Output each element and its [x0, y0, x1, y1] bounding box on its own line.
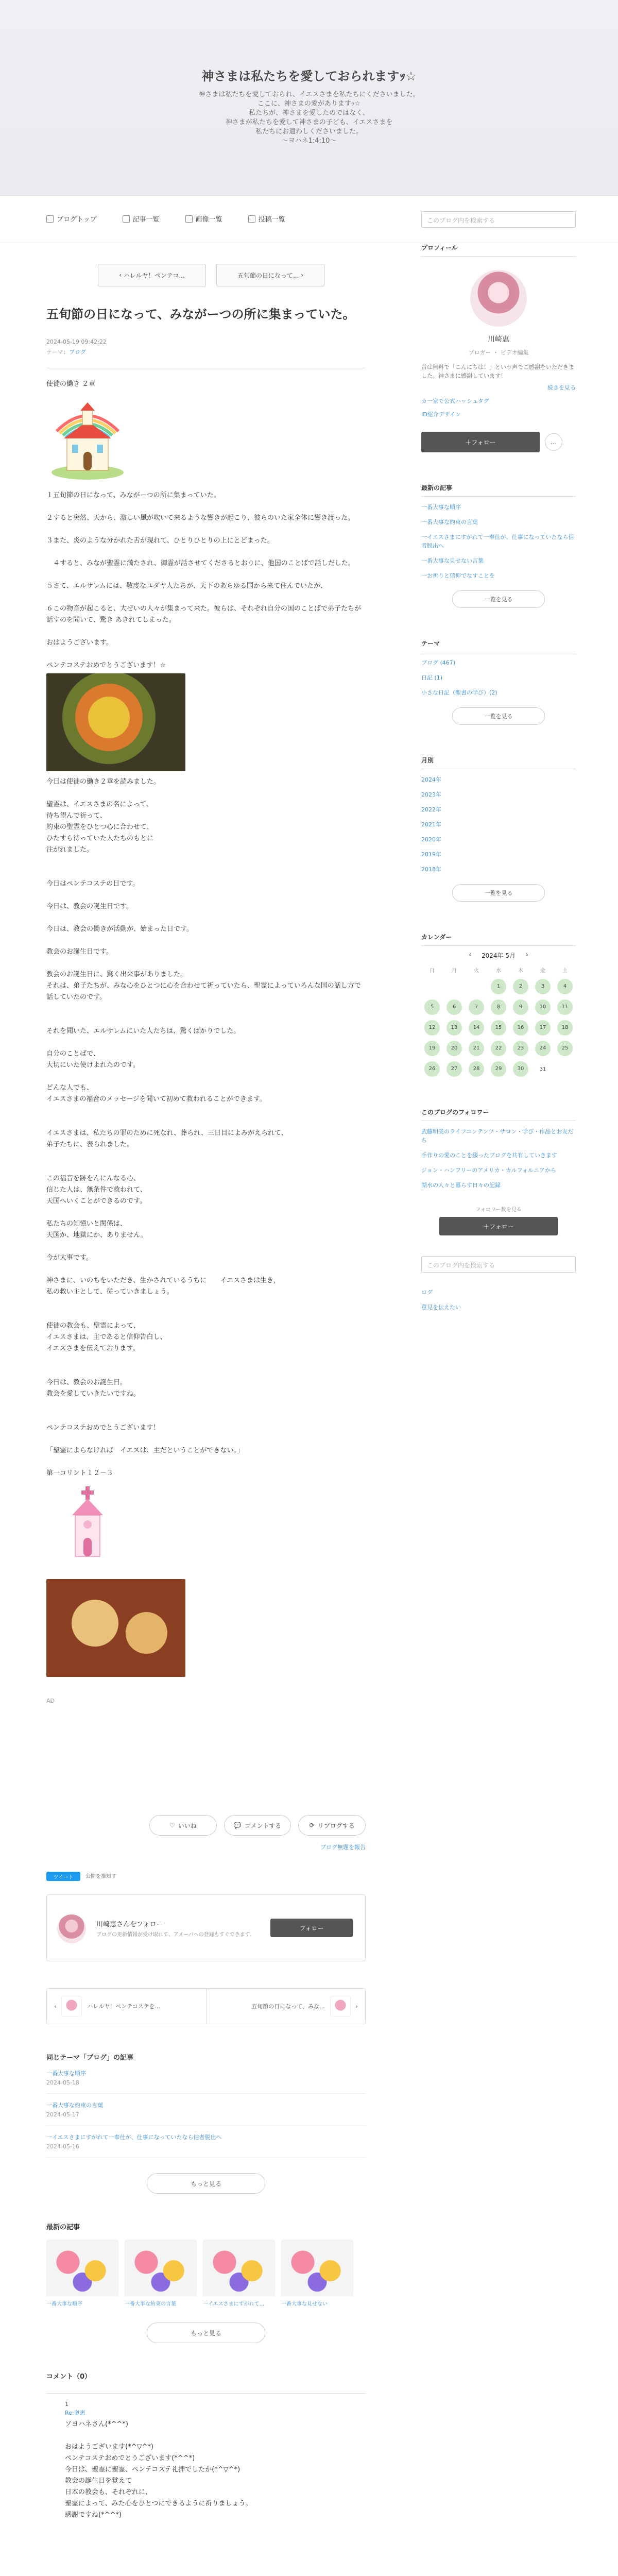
sidebar-footer-link[interactable]: ログ — [421, 1289, 433, 1296]
calendar-section — [421, 933, 576, 1077]
text-line: ペンテコステおめでとうございます(*^^*) — [65, 2454, 195, 2462]
bread-photo — [46, 1579, 185, 1677]
prev-bottom-label: ハレルヤ！ペンテコステを... — [87, 2003, 160, 2010]
text-line — [65, 2430, 366, 2442]
calendar-day[interactable]: 25 — [557, 1041, 573, 1056]
text-line: 天国か、地獄にか、ありません。 — [46, 1231, 147, 1239]
sidebar-follow-button-2[interactable]: ＋フォロー — [439, 1217, 558, 1235]
calendar-day[interactable]: 21 — [469, 1041, 484, 1056]
next-article-link[interactable] — [206, 1989, 366, 2024]
text-line — [46, 1456, 366, 1468]
sidebar-item-archive[interactable]: 2024年 — [421, 776, 441, 783]
text-line — [46, 569, 366, 581]
sidebar-item-latest[interactable]: 一お祈りと信仰でなすことを — [421, 572, 495, 579]
text-line: 神さまに、いのちをいただき、生かされているうちに イエスさまは生き， — [46, 1277, 280, 1284]
sidebar-item-latest[interactable]: 一番大事な見せない言葉 — [421, 557, 484, 564]
follow-card-sub: ブログの更新情報が受け取れて、アメーバへの登録もすぐできます。 — [96, 1932, 255, 1938]
calendar-day[interactable]: 30 — [513, 1061, 528, 1077]
calendar-day[interactable]: 27 — [447, 1061, 462, 1077]
navbar — [0, 196, 618, 243]
followers-section — [421, 1108, 576, 1235]
text-line: 使徒の働き ２章 — [46, 380, 96, 388]
calendar-day[interactable]: 14 — [469, 1020, 484, 1036]
calendar-weekday: 木 — [518, 968, 523, 974]
recent-card-title: 一イエスさまにすがれて... — [203, 2301, 265, 2307]
calendar-day[interactable]: 15 — [491, 1020, 506, 1036]
text-line: イエスさまを伝えております。 — [46, 1345, 140, 1352]
sidebar-item-follower[interactable]: 武藤明美のライフコンテンツ・サロン・学び・作品とお友だち — [421, 1128, 574, 1144]
calendar-title: カレンダー — [421, 933, 576, 946]
prev-thumb — [61, 1996, 82, 2016]
text-line — [46, 1309, 366, 1320]
image-icon — [185, 215, 193, 223]
recent-card[interactable] — [203, 2240, 275, 2307]
text-line: ２すると突然、天から、激しい風が吹いて来るような響きが起こり、彼らのいた家全体に響き渡った。 — [46, 514, 355, 522]
text-line — [46, 1264, 366, 1275]
text-line — [46, 1003, 366, 1014]
text-line — [46, 1400, 366, 1411]
reblog-label: リブログする — [317, 1822, 355, 1829]
text-line: 今日は使徒の働き２章を読みました。 — [46, 778, 161, 786]
sidebar-item-latest[interactable]: 一番大事な順序 — [421, 504, 461, 511]
sidebar-item-follower[interactable]: 手作りの愛のことを綴ったブログを共有していきます — [421, 1152, 557, 1159]
text-line: ６この物音が起こると、大ぜいの人々が集まって来た。彼らは、それぞれ自分の国のことばで弟子たちが話すのを聞いて、驚き あきれてしまった。 — [46, 605, 362, 624]
theme-link[interactable]: ブログ — [69, 349, 86, 355]
text-line: それを聞いた、エルサレムにいた人たちは、驚くばかりでした。 — [46, 1027, 241, 1035]
theme-section — [421, 639, 576, 725]
calendar-prev-button[interactable]: ‹ — [469, 951, 471, 958]
comment-icon: 💬 — [233, 1822, 242, 1829]
calendar-day[interactable]: 24 — [535, 1041, 551, 1056]
calendar-weekday: 月 — [452, 968, 457, 974]
recent-card-title: 一番大事な約束の言葉 — [125, 2301, 176, 2307]
profile-name[interactable]: 川崎恵 — [488, 335, 509, 344]
text-line: それは、弟子たちが、みな心をひとつに心を合わせて祈っていたら、聖霊によっていろんな国の話し方で話していたのです。 — [46, 982, 361, 1001]
calendar-day[interactable]: 17 — [535, 1020, 551, 1036]
text-line — [46, 1071, 366, 1082]
theme-list — [46, 2062, 366, 2158]
theme-list-title: 同じテーマ「ブログ」の記事 — [46, 2054, 134, 2062]
sidebar-item-archive[interactable]: 2020年 — [421, 836, 441, 843]
sidebar-item-latest[interactable]: 一番大事な約束の言葉 — [421, 519, 478, 526]
blog-desc-line: ～ヨハネ1:4:10～ — [281, 137, 337, 145]
article-body-c — [46, 776, 366, 1479]
share-label: 公開を推知す — [85, 1874, 116, 1879]
calendar-day[interactable]: 13 — [447, 1020, 462, 1036]
like-label: いいね — [178, 1822, 197, 1829]
calendar-day[interactable]: 7 — [469, 999, 484, 1015]
profile-text: 昔は無料で「こんにちは！」という声でご感謝をいただきました。神さまに感謝しています！ — [421, 364, 574, 379]
text-line: 聖霊によって、みた心をひとつにできるように祈りましょう。 — [65, 2500, 252, 2507]
calendar-day[interactable]: 10 — [535, 999, 551, 1015]
blog-desc-line: 私たちにお遣わしくださいました。 — [255, 128, 363, 135]
text-line: 今日は、聖霊に聖霊、ペンテコステ礼拝でしたか(*^▽^*) — [65, 2466, 241, 2473]
church-image — [46, 395, 129, 483]
text-line — [46, 912, 366, 924]
pager-top — [98, 264, 366, 286]
text-line: 私たちの知憶いと関係は、 — [46, 1220, 127, 1228]
recent-thumb — [203, 2240, 275, 2296]
blog-desc-line: 私たちが、神さまを愛したのではなく、 — [249, 109, 369, 117]
pager-bottom — [46, 1988, 366, 2024]
text-line: 弟子たちに、表られました。 — [46, 1141, 134, 1148]
recent-title: 最新の記事 — [46, 2224, 80, 2231]
text-line — [46, 1207, 366, 1218]
chevron-left-icon: ‹ — [54, 2003, 57, 2010]
text-line: おはようございます。 — [46, 639, 113, 647]
text-line — [46, 867, 366, 878]
list-item-title: 一イエスさまにすがれて一奉仕が、仕事になっていたなら信者脱出へ — [46, 2134, 222, 2141]
theme-prefix: テーマ： — [46, 349, 69, 355]
blog-desc-line: ここに、神さまの愛がありますｯ☆ — [257, 100, 361, 108]
followers-title: このブログのフォロワー — [421, 1108, 576, 1121]
reblog-button[interactable] — [298, 1815, 366, 1836]
article-date: 2024-05-19 09:42:22 — [46, 338, 107, 345]
text-line: イエスさまの福音のメッセージを聞いて初めて救われることができます。 — [46, 1095, 266, 1103]
nav-post-list[interactable] — [248, 214, 285, 224]
nav-label: ブログトップ — [57, 216, 97, 224]
recent-more-button[interactable]: もっと見る — [147, 2323, 265, 2343]
text-line — [46, 788, 366, 799]
sidebar-item-archive[interactable]: 2022年 — [421, 806, 441, 813]
calendar-weekday: 日 — [430, 968, 435, 974]
list-item[interactable] — [46, 2126, 366, 2158]
text-line: 信じた人は、無条件で救われて、 — [46, 1186, 147, 1194]
sidebar-link[interactable]: カ一家で公式ハッシュタグ — [421, 398, 489, 404]
calendar-day[interactable]: 11 — [557, 999, 573, 1015]
nav-label: 画像一覧 — [195, 216, 222, 224]
archive-more-button[interactable]: 一覧を見る — [452, 884, 545, 902]
text-line: 今日はペンテコステの日です。 — [46, 880, 140, 888]
recent-card[interactable] — [125, 2240, 197, 2307]
text-line — [46, 626, 366, 637]
calendar-day[interactable]: 6 — [447, 999, 462, 1015]
article-meta — [46, 337, 366, 358]
recent-card[interactable] — [46, 2240, 118, 2307]
text-line — [46, 547, 366, 558]
list-item-date: 2024-05-17 — [46, 2111, 79, 2118]
tweet-button[interactable]: ツイート — [46, 1872, 80, 1881]
latest-more-button[interactable]: 一覧を見る — [452, 590, 545, 608]
calendar-day: 31 — [539, 1066, 546, 1072]
list-item[interactable] — [46, 2062, 366, 2094]
comment-number: 1 — [65, 2401, 68, 2408]
text-line: 聖霊は、イエスさまの名によって、 — [46, 801, 153, 808]
list-icon — [123, 215, 130, 223]
calendar-day[interactable]: 1 — [491, 979, 506, 994]
text-line — [46, 501, 366, 513]
text-line: 自分のことばで、 — [46, 1050, 100, 1058]
calendar-day[interactable]: 3 — [535, 979, 551, 994]
archive-title: 月別 — [421, 756, 576, 769]
nav-blog-top[interactable] — [46, 214, 97, 224]
sidebar-item-follower[interactable]: ジョン・ハンフリーのアメリカ・カルフォルニアから — [421, 1167, 557, 1174]
text-line — [46, 649, 366, 660]
nav-article-list[interactable] — [123, 214, 160, 224]
sidebar-item-theme[interactable]: 小さな日記（聖書の学び）(2) — [421, 689, 497, 696]
recent-card-title: 一番大事な見せない — [281, 2301, 328, 2307]
profile-sub: ブロガー ・ ビデオ編集 — [468, 349, 529, 356]
text-line: 約束の聖霊をひとつ心に合わせて、 — [46, 823, 153, 831]
like-button[interactable] — [149, 1815, 217, 1836]
archive-section — [421, 756, 576, 902]
flowers-photo — [46, 673, 185, 771]
nav-label: 記事一覧 — [132, 216, 160, 224]
text-line: ３また、炎のような分かれた舌が現れて、ひとりひとりの上にとどまった。 — [46, 537, 274, 545]
text-line: 天国へいくことができるのです。 — [46, 1197, 146, 1205]
calendar-month: 2024年 5月 — [482, 952, 516, 959]
calendar-grid — [421, 966, 576, 1077]
sidebar-follow-row — [421, 432, 576, 452]
blog-title[interactable]: 神さまは私たちを愛しておられますｯ☆ — [201, 69, 417, 83]
article-body-b — [46, 490, 366, 671]
text-line: おはようございます(*^▽^*) — [65, 2443, 153, 2451]
text-line — [46, 1366, 366, 1377]
pink-church-image — [46, 1484, 129, 1572]
text-line — [46, 1411, 366, 1422]
archive-list — [421, 775, 576, 874]
calendar-day[interactable]: 29 — [491, 1061, 506, 1077]
prev-article-button[interactable]: ‹ ハレルヤ！ペンテコ... — [98, 264, 206, 286]
action-bar — [149, 1815, 366, 1836]
sidebar — [421, 243, 576, 1312]
nav-image-list[interactable] — [185, 214, 222, 224]
text-line: イエスさまは、主であると信仰告白し、 — [46, 1333, 167, 1341]
next-article-label: 五旬節の日になって... — [237, 272, 299, 279]
text-line — [46, 856, 366, 867]
text-line: 大切にいた使けよれたのです。 — [46, 1061, 140, 1069]
calendar-day[interactable]: 9 — [513, 999, 528, 1015]
text-line: ペンテコステおめでとうございます！ — [46, 1424, 160, 1432]
text-line: ペンテコステおめでとうございます！☆ — [46, 662, 166, 669]
sidebar-item-archive[interactable]: 2021年 — [421, 821, 441, 828]
more-options-icon[interactable]: … — [545, 433, 562, 451]
latest-title: 最新の記事 — [421, 483, 576, 497]
calendar-day[interactable]: 23 — [513, 1041, 528, 1056]
article-body-a — [46, 379, 366, 390]
text-line — [46, 1162, 366, 1173]
avatar[interactable] — [470, 270, 527, 327]
calendar-day[interactable]: 4 — [557, 979, 573, 994]
calendar-day[interactable]: 19 — [424, 1041, 440, 1056]
text-line: 「聖霊によらなければ イエスは、主だということができない。」 — [46, 1447, 244, 1454]
chevron-right-icon: › — [355, 2003, 358, 2010]
text-line — [46, 1014, 366, 1026]
theme-title: テーマ — [421, 639, 576, 652]
text-line: どんな人でも、 — [46, 1084, 94, 1092]
text-line: 教会のお誕生日です。 — [46, 948, 113, 956]
list-item-title: 一番大事な順序 — [46, 2070, 86, 2077]
comment — [46, 2393, 366, 2521]
article-title: 五旬節の日になって、みながーつの所に集まっていた。 — [46, 307, 355, 321]
calendar-day[interactable]: 2 — [513, 979, 528, 994]
calendar-day[interactable]: 12 — [424, 1020, 440, 1036]
comment-body — [65, 2419, 366, 2521]
calendar-day[interactable]: 16 — [513, 1020, 528, 1036]
text-line: 今日は、教会のお誕生日。 — [46, 1379, 127, 1386]
calendar-day[interactable]: 20 — [447, 1041, 462, 1056]
calendar-day[interactable]: 22 — [491, 1041, 506, 1056]
text-line: 感謝ですね(*^^*) — [65, 2511, 122, 2519]
report-link[interactable]: ブログ無題を報告 — [320, 1844, 366, 1851]
ad-label: AD — [46, 1698, 55, 1704]
text-line — [46, 1105, 366, 1116]
sidebar-follow-button[interactable]: ＋フォロー — [421, 432, 540, 452]
follow-card-name: 川崎恵さんをフォロー — [96, 1921, 163, 1928]
comment-label: コメントする — [244, 1822, 282, 1829]
text-line — [46, 592, 366, 603]
text-line: この福音を跡をんにんなる心、 — [46, 1175, 141, 1182]
text-line: 教会のお誕生日に、驚く出来事がありました。 — [46, 971, 187, 978]
text-line — [46, 1434, 366, 1445]
text-line — [46, 890, 366, 901]
follow-card — [46, 1894, 366, 1961]
comment-button[interactable] — [224, 1815, 291, 1836]
text-line: 今日は、教会の働きが活動が、始まった日です。 — [46, 925, 193, 933]
calendar-day[interactable]: 8 — [491, 999, 506, 1015]
blog-description — [0, 90, 618, 146]
sidebar-link[interactable]: ID紹介デザイン — [421, 411, 461, 418]
text-line: １五旬節の日になって、みながーつの所に集まっていた。 — [46, 492, 220, 499]
sidebar-item-follower[interactable]: 湖水の人々と暮らす日々の記録 — [421, 1182, 501, 1189]
text-line: 使徒の教会も、聖霊によって、 — [46, 1322, 140, 1330]
sidebar-item-archive[interactable]: 2018年 — [421, 866, 441, 873]
text-line — [46, 1150, 366, 1162]
prev-article-label: ハレルヤ！ペンテコ... — [123, 272, 185, 279]
text-line — [46, 1037, 366, 1048]
text-line — [46, 1116, 366, 1128]
calendar-weekday: 金 — [540, 968, 545, 974]
list-item-date: 2024-05-18 — [46, 2079, 79, 2086]
recent-thumb — [125, 2240, 197, 2296]
avatar — [57, 1914, 86, 1943]
next-thumb — [330, 1996, 351, 2016]
home-icon — [46, 215, 54, 223]
search-input[interactable]: このブログ内を検索する — [421, 211, 576, 228]
sidebar-footer-link[interactable]: 意見を伝えたい — [421, 1304, 461, 1311]
recent-thumb — [46, 2240, 118, 2296]
calendar-weekday: 土 — [562, 968, 568, 974]
calendar-day[interactable]: 26 — [424, 1061, 440, 1077]
text-line: 私の救い主として、従っていきましょう。 — [46, 1288, 174, 1296]
next-article-button[interactable]: 五旬節の日になって... › — [216, 264, 324, 286]
heart-icon: ♡ — [169, 1822, 175, 1829]
text-line — [46, 1241, 366, 1252]
sidebar-item-theme[interactable]: ブログ (467) — [421, 659, 456, 666]
text-line: イエスさまは、私たちの罪のために死なれ、葬られ、三日目によみがえられて、 — [46, 1129, 288, 1137]
text-line: 注がれました。 — [46, 846, 94, 854]
calendar-weekday: 水 — [496, 968, 501, 974]
share-row — [46, 1872, 366, 1881]
text-line: ひたすら待っていた人たちのもとに — [46, 835, 154, 842]
sidebar-item-latest[interactable]: 一イエスさまにすがれて一奉仕が、仕事になっていたなら信者脱出へ — [421, 534, 574, 549]
recent-thumb — [281, 2240, 353, 2296]
text-line — [46, 935, 366, 946]
prev-article-link[interactable] — [47, 1989, 206, 2024]
recent-card[interactable] — [281, 2240, 353, 2307]
post-icon — [248, 215, 255, 223]
sidebar-search-input[interactable]: このブログ内を検索する — [421, 1256, 576, 1273]
blog-desc-line: 神さまが私たちを愛して神さまの子ども、イエスさまを — [225, 118, 393, 126]
sidebar-item-archive[interactable]: 2023年 — [421, 791, 441, 798]
text-line: 教会の誕生日を覚えて — [65, 2477, 132, 2485]
follower-count-link[interactable]: フォロワー数を見る — [475, 1207, 522, 1213]
list-item-title: 一番大事な約束の言葉 — [46, 2102, 103, 2109]
blog-header — [0, 0, 618, 196]
text-line — [46, 1298, 366, 1309]
calendar-day[interactable]: 18 — [557, 1020, 573, 1036]
profile-more-link[interactable]: 続きを見る — [547, 384, 576, 391]
sidebar-item-theme[interactable]: 日記 (1) — [421, 674, 443, 681]
blog-desc-line: 神さまは私たちを愛しておられ、イエスさまを私たちにくださいました。 — [198, 91, 420, 98]
reblog-icon: ⟳ — [309, 1822, 315, 1829]
list-item-date: 2024-05-16 — [46, 2143, 79, 2150]
calendar-head — [421, 951, 576, 960]
theme-more-button[interactable]: 一覧を見る — [452, 707, 545, 725]
text-line — [46, 958, 366, 969]
calendar-weekday: 火 — [474, 968, 479, 974]
text-line: 待ち望んで祈って、 — [46, 812, 107, 820]
text-line — [46, 524, 366, 535]
recent-card-title: 一番大事な順序 — [46, 2301, 82, 2307]
nav-label: 投稿一覧 — [258, 216, 285, 224]
profile-title: プロフィール — [421, 243, 576, 257]
text-line: ５さて、エルサレムには、敬虔なユダヤ人たちが、天下のあらゆる国から来て住んでいたが、 — [46, 582, 327, 590]
calendar-next-button[interactable]: › — [526, 951, 528, 958]
text-line: 今が大事です。 — [46, 1254, 93, 1262]
latest-section — [421, 483, 576, 608]
text-line: ソヨハネさん(*^^*) — [65, 2420, 128, 2428]
sidebar-item-archive[interactable]: 2019年 — [421, 851, 441, 858]
text-line: ４すると、みなが聖霊に満たされ、御霊が話させてくださるとおりに、他国のことばで話しだした。 — [46, 560, 355, 567]
comment-author[interactable]: Re:奥恵 — [65, 2410, 85, 2416]
calendar-day[interactable]: 5 — [424, 999, 440, 1015]
text-line — [46, 1354, 366, 1366]
comments-title: コメント（0） — [46, 2373, 92, 2381]
list-item[interactable] — [46, 2094, 366, 2126]
text-line: 教会を愛していきたいですね。 — [46, 1390, 141, 1398]
text-line: 今日は、教会の誕生日です。 — [46, 903, 133, 910]
recent-grid — [46, 2240, 366, 2307]
follow-button[interactable]: フォロー — [270, 1919, 353, 1937]
next-bottom-label: 五旬節の日になって、みな... — [251, 2003, 325, 2010]
text-line: 第一コリント１２－３ — [46, 1469, 114, 1477]
text-line: 日本の教会も、それぞれに、 — [65, 2488, 152, 2496]
calendar-day[interactable]: 28 — [469, 1061, 484, 1077]
theme-more-button[interactable]: もっと見る — [147, 2173, 265, 2194]
main-content — [46, 243, 366, 2521]
